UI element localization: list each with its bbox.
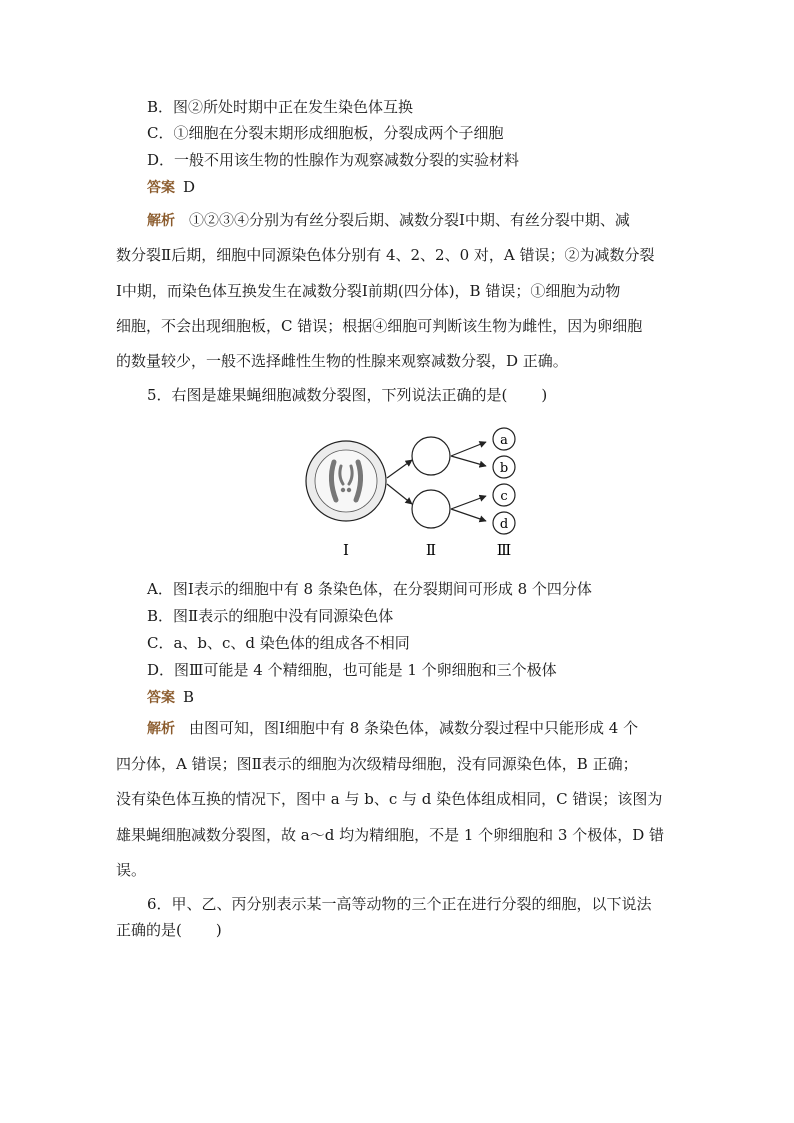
q4-analysis-line-3: Ⅰ中期，而染色体互换发生在减数分裂Ⅰ前期(四分体)，B 错误；①细胞为动物 [116, 282, 621, 300]
q4-analysis-line-1: 解析 ①②③④分别为有丝分裂后期、减数分裂Ⅰ中期、有丝分裂中期、减 [147, 211, 630, 229]
q4-option-c: C．①细胞在分裂末期形成细胞板，分裂成两个子细胞 [147, 124, 504, 142]
q4-analysis-line-2: 数分裂Ⅱ后期，细胞中同源染色体分别有 4、2、2、0 对，A 错误；②为减数分裂 [116, 246, 655, 264]
q5-stem: 5．右图是雄果蝇细胞减数分裂图，下列说法正确的是( ) [147, 386, 548, 404]
q5-option-d: D．图Ⅲ可能是 4 个精细胞，也可能是 1 个卵细胞和三个极体 [147, 661, 557, 679]
q5-option-a: A．图Ⅰ表示的细胞中有 8 条染色体，在分裂期间可形成 8 个四分体 [147, 580, 592, 598]
cell-stage-1-nucleus [315, 450, 377, 512]
q5-analysis-line-3: 没有染色体互换的情况下，图中 a 与 b、c 与 d 染色体组成相同，C 错误；该图为 [116, 790, 663, 808]
q5-option-c: C．a、b、c、d 染色体的组成各不相同 [147, 634, 410, 652]
answer-label: 答案 [147, 180, 175, 196]
stage-label-1: Ⅰ [343, 541, 349, 559]
meiosis-diagram [290, 418, 534, 568]
answer-value: B [183, 688, 195, 706]
cell-label-d: d [499, 517, 509, 532]
q5-analysis-line-4: 雄果蝇细胞减数分裂图，故 a～d 均为精细胞，不是 1 个卵细胞和 3 个极体，D 错 [116, 826, 665, 844]
stage-label-2: Ⅱ [425, 541, 437, 559]
q4-option-b: B．图②所处时期中正在发生染色体互换 [147, 98, 414, 116]
cell-label-a: a [500, 433, 508, 448]
answer-value: D [183, 178, 196, 196]
q4-analysis-line-5: 的数量较少，一般不选择雌性生物的性腺来观察减数分裂，D 正确。 [116, 352, 568, 370]
q4-answer [147, 177, 195, 198]
cell-stage-2-top [412, 437, 450, 475]
q5-analysis-line-5: 误。 [116, 861, 147, 879]
cell-label-b: b [499, 461, 509, 476]
cell-label-c: c [500, 489, 508, 504]
stage-label-3: Ⅲ [496, 541, 512, 559]
q5-analysis-line-1: 解析 由图可知，图Ⅰ细胞中有 8 条染色体，减数分裂过程中只能形成 4 个 [147, 719, 639, 737]
q5-answer [147, 687, 194, 708]
q6-stem-line-1: 6．甲、乙、丙分别表示某一高等动物的三个正在进行分裂的细胞，以下说法 [147, 895, 652, 913]
q6-stem-line-2: 正确的是( ) [116, 921, 222, 939]
q4-analysis-line-4: 细胞，不会出现细胞板，C 错误；根据④细胞可判断该生物为雌性，因为卵细胞 [116, 317, 643, 335]
analysis-label: 解析 [147, 213, 175, 229]
q5-option-b: B．图Ⅱ表示的细胞中没有同源染色体 [147, 607, 394, 625]
answer-label: 答案 [147, 690, 175, 706]
q4-option-d: D．一般不用该生物的性腺作为观察减数分裂的实验材料 [147, 151, 520, 169]
q5-analysis-line-2: 四分体，A 错误；图Ⅱ表示的细胞为次级精母细胞，没有同源染色体，B 正确； [116, 755, 638, 773]
cell-stage-2-bottom [412, 490, 450, 528]
analysis-label: 解析 [147, 721, 175, 737]
